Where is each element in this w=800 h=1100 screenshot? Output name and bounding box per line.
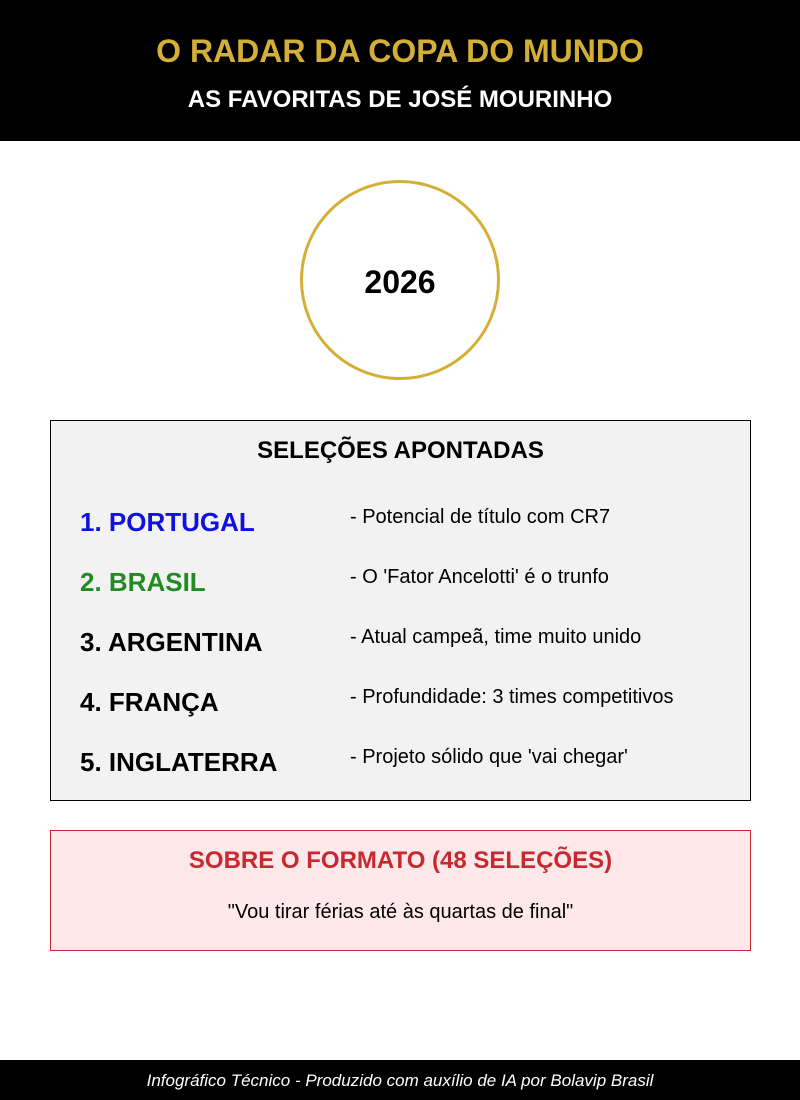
team-note-franca: - Profundidade: 3 times competitivos — [350, 686, 674, 708]
team-name-portugal: 1. PORTUGAL — [80, 507, 255, 537]
team-note-brasil: - O 'Fator Ancelotti' é o trunfo — [350, 566, 609, 588]
format-quote: "Vou tirar férias até às quartas de final" — [227, 901, 574, 923]
footer-credit: Infográfico Técnico - Produzido com auxílio de IA por Bolavip Brasil — [146, 1071, 654, 1090]
selections-title: SELEÇÕES APONTADAS — [257, 437, 544, 464]
year-badge — [300, 180, 500, 380]
team-name-inglaterra: 5. INGLATERRA — [80, 747, 278, 777]
page-title: O RADAR DA COPA DO MUNDO — [156, 33, 644, 69]
team-note-portugal: - Potencial de título com CR7 — [350, 506, 611, 528]
team-row-portugal — [51, 497, 750, 537]
selections-panel — [50, 420, 751, 801]
format-panel — [50, 830, 751, 951]
format-title: SOBRE O FORMATO (48 SELEÇÕES) — [188, 847, 613, 874]
team-row-brasil — [51, 557, 750, 597]
team-name-franca: 4. FRANÇA — [80, 687, 219, 717]
team-row-franca — [51, 677, 750, 717]
header-banner — [0, 0, 800, 141]
team-row-inglaterra — [51, 737, 750, 777]
year-label: 2026 — [364, 264, 436, 300]
footer-banner — [0, 1060, 800, 1100]
page-subtitle: AS FAVORITAS DE JOSÉ MOURINHO — [187, 86, 613, 113]
team-note-inglaterra: - Projeto sólido que 'vai chegar' — [350, 746, 628, 768]
team-name-brasil: 2. BRASIL — [80, 567, 206, 597]
team-row-argentina — [51, 617, 750, 657]
team-name-argentina: 3. ARGENTINA — [80, 627, 263, 657]
team-note-argentina: - Atual campeã, time muito unido — [350, 626, 642, 648]
